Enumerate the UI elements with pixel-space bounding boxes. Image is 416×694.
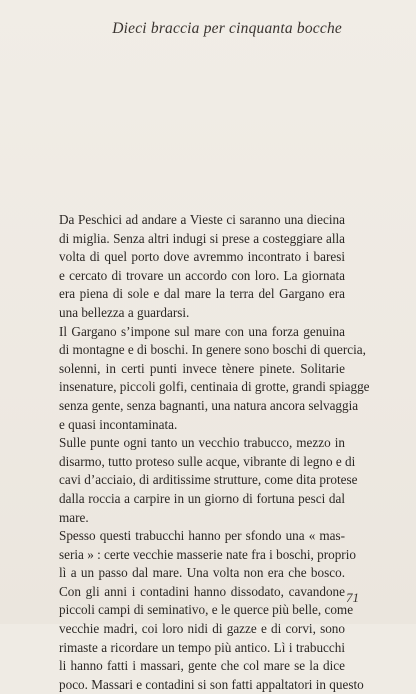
text-line: e cercato di trovare un accordo con loro. La giornata xyxy=(59,267,345,283)
text-line: era piena di sole e dal mare la terra del Gargano era xyxy=(59,286,345,302)
text-line: di miglia. Senza altri indugi si prese a costeggiare alla xyxy=(59,230,345,246)
text-line: cavi d’acciaio, di arditissime strutture, come dita protese xyxy=(59,472,358,488)
text-line: di montagne e di boschi. In genere sono boschi di quercia, xyxy=(59,342,366,358)
text-line: vecchie madri, coi loro nidi di gazze e di corvi, sono xyxy=(59,621,345,637)
running-head: Dieci braccia per cinquanta bocche xyxy=(112,20,342,37)
text-line: senza gente, senza bagnanti, una natura ancora selvaggia xyxy=(59,397,359,413)
text-line: e quasi incontaminata. xyxy=(59,416,178,432)
text-line: Sulle punte ogni tanto un vecchio trabucco, mezzo in xyxy=(59,435,345,451)
text-line: poco. Massari e contadini si son fatti appaltatori in questo xyxy=(59,676,364,692)
text-line: dalla roccia a carpire in un giorno di fortuna pesci dal xyxy=(59,490,345,506)
text-line: lì a un passo dal mare. Una volta non era che bosco. xyxy=(59,565,345,581)
text-line: solenni, in certi punti invece tènere pinete. Solitarie xyxy=(59,360,345,376)
text-line: rimaste a ricordare un tempo più antico. Lì i trabucchi xyxy=(59,639,345,655)
text-line: Spesso questi trabucchi hanno per sfondo una « mas- xyxy=(59,528,345,544)
text-line: seria » : certe vecchie masserie nate fra i boschi, proprio xyxy=(59,546,356,562)
page-number: 71 xyxy=(346,590,359,605)
text-line: li hanno fatti i massari, gente che col mare se la dice xyxy=(59,658,345,674)
text-line: Da Peschici ad andare a Vieste ci saranno una diecina xyxy=(59,212,345,227)
text-line: Con gli anni i contadini hanno dissodato, cavandone xyxy=(59,583,345,599)
text-line: una bellezza a guardarsi. xyxy=(59,304,190,320)
text-line: Il Gargano s’impone sul mare con una forza genuina xyxy=(59,323,345,339)
text-line: volta di quel porto dove avremmo incontrato i baresi xyxy=(59,249,345,265)
text-line: piccoli campi di seminativo, e le querce più belle, come xyxy=(59,602,354,618)
text-line: insenature, piccoli golfi, centinaia di grotte, grandi spiagge xyxy=(59,379,370,395)
text-line: mare. xyxy=(59,509,89,525)
text-line: disarmo, tutto proteso sulle acque, vibrante di legno e di xyxy=(59,453,356,469)
